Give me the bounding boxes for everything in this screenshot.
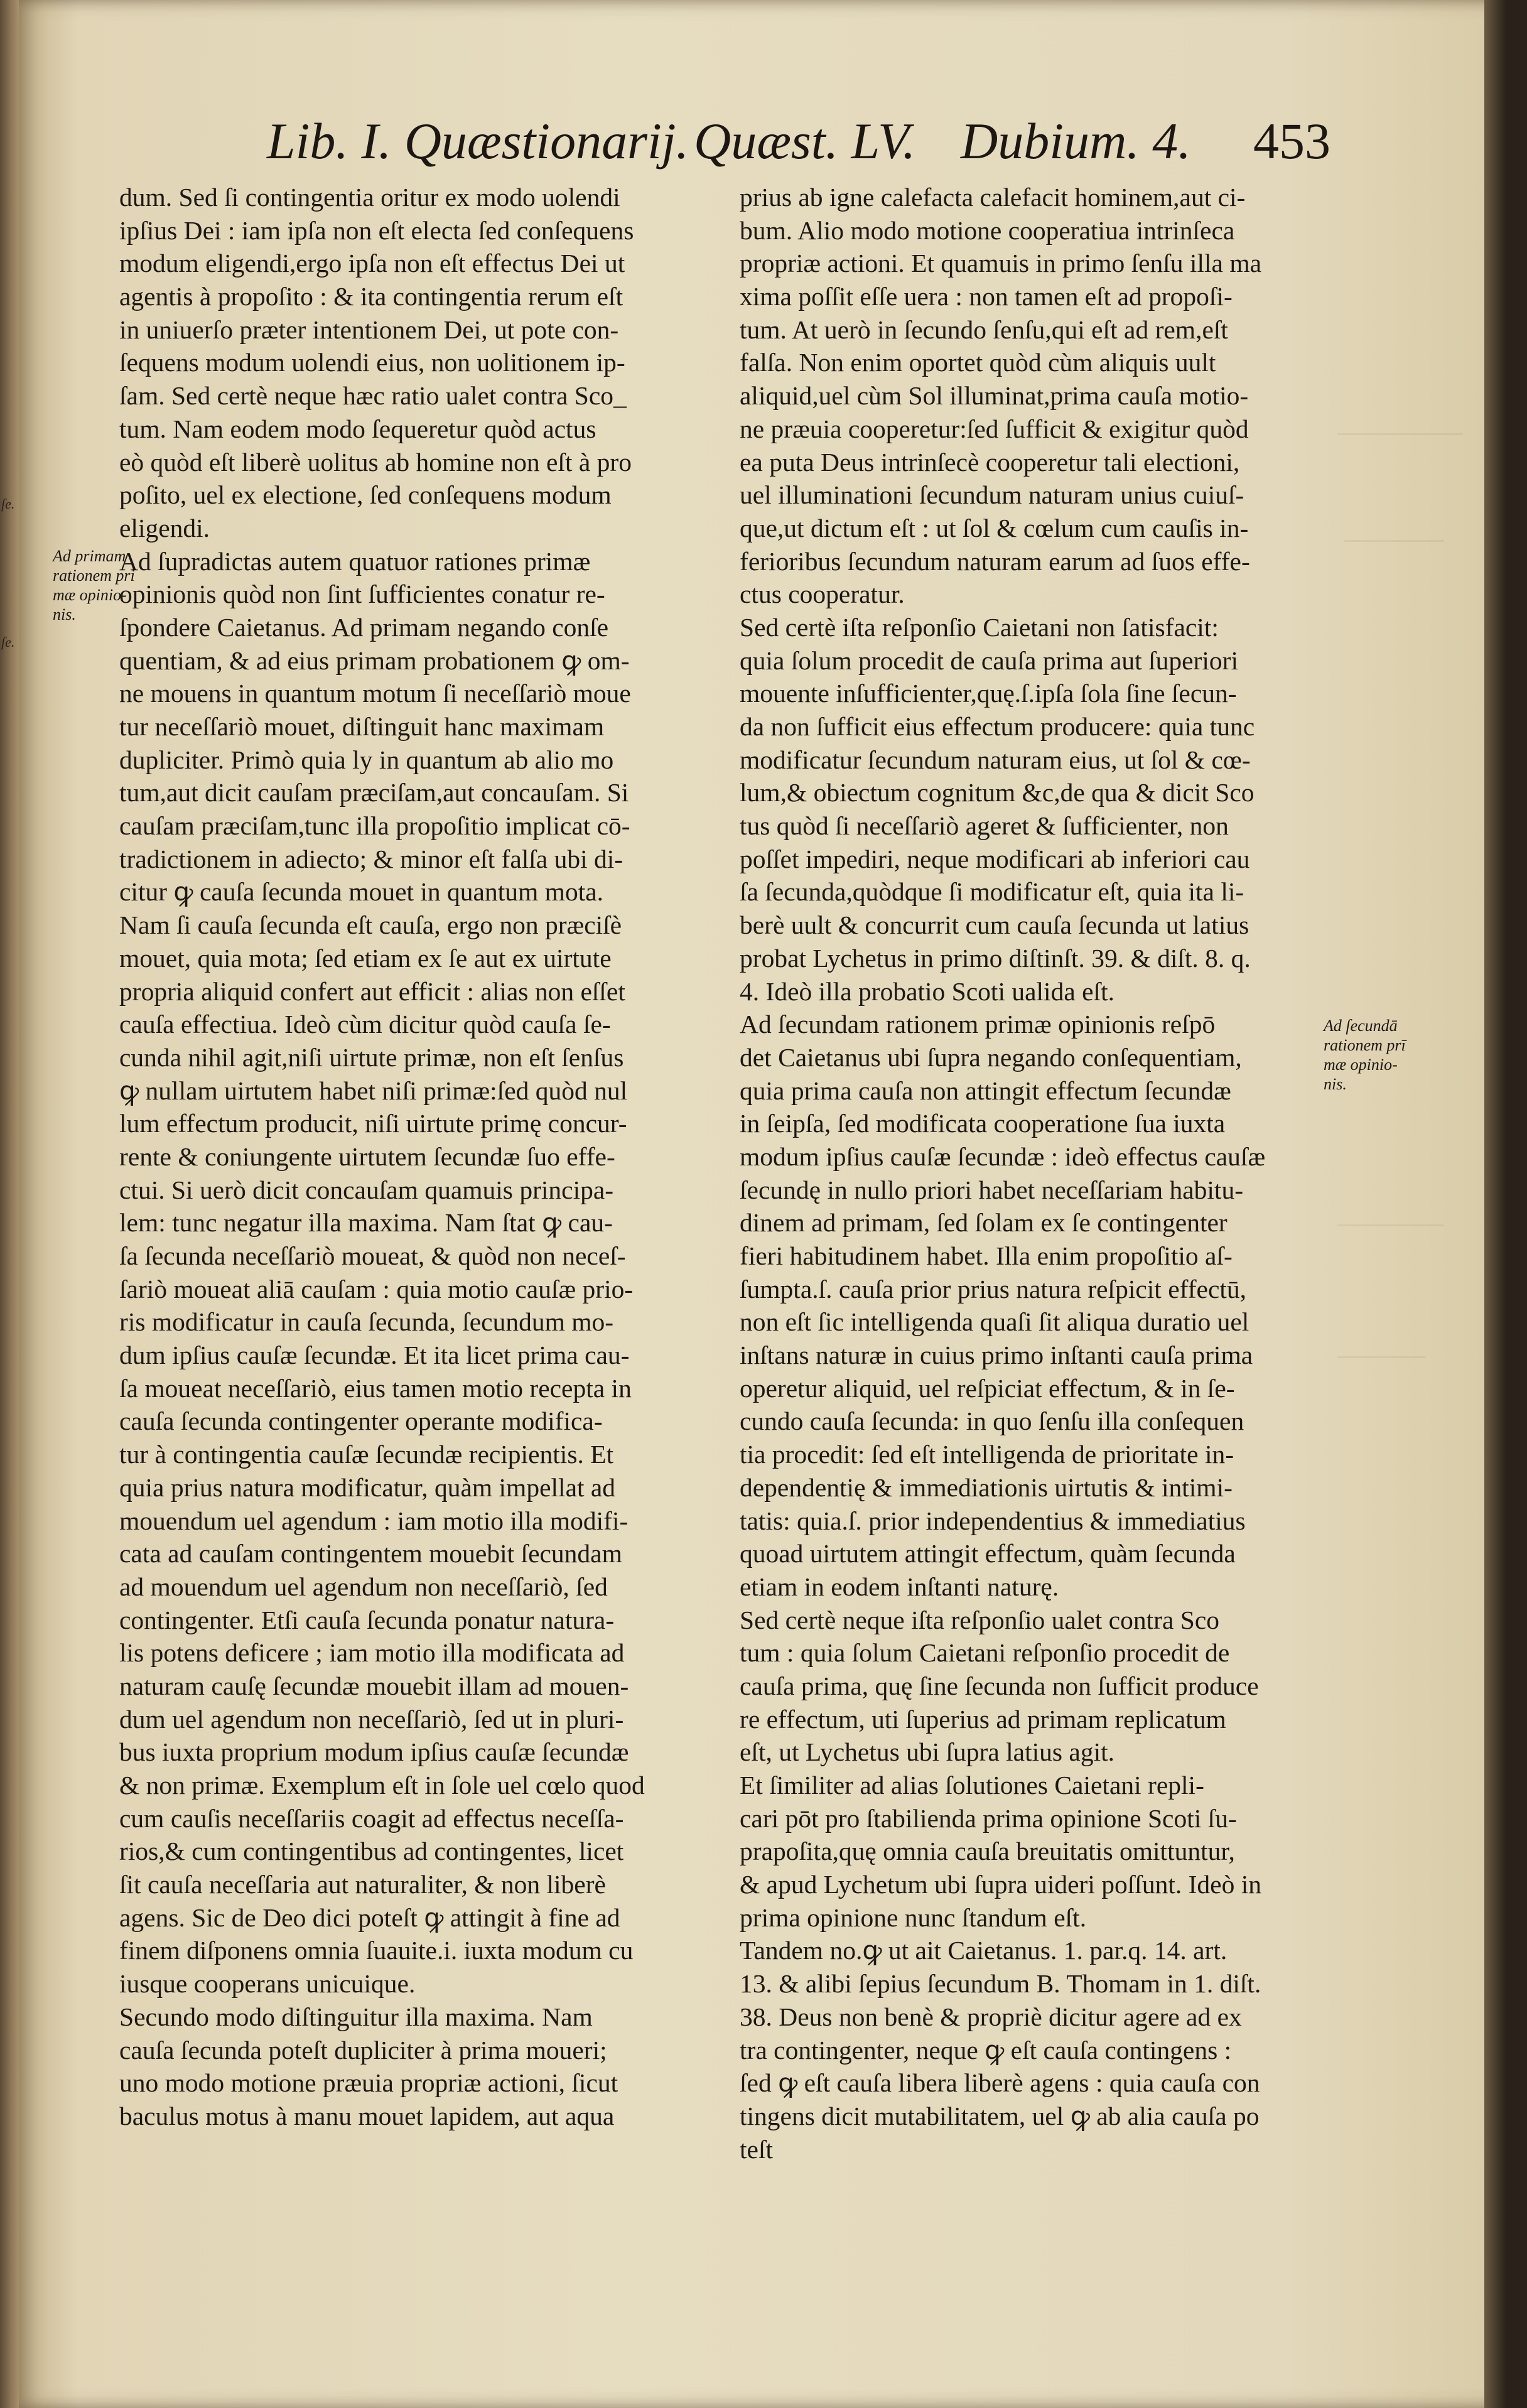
text-line: cunda nihil agit,niſi uirtute primæ, non eſt ſenſus (119, 1042, 624, 1072)
text-line: ipſius Dei : iam ipſa non eſt electa ſed conſequens (119, 215, 634, 245)
text-line: quia ſolum procedit de cauſa prima aut ſuperiori (740, 645, 1238, 675)
text-line: prapoſita,quę omnia cauſa breuitatis omittuntur, (740, 1837, 1235, 1866)
text-line: ſed ꝙ eſt cauſa libera liberè agens : quia cauſa con (740, 2068, 1260, 2098)
text-line: finem diſponens omnia ſuauite.i. iuxta modum cu (119, 1936, 634, 1965)
text-line: contingenter. Etſi cauſa ſecunda ponatur natura- (119, 1605, 615, 1634)
bleed-through-mark (1337, 389, 1463, 435)
text-line: ſa moueat neceſſariò, eius tamen motio recepta in (119, 1373, 632, 1403)
text-line: operetur aliquid, uel reſpiciat effectum, & in ſe- (740, 1373, 1235, 1403)
text-line: tra contingenter, neque ꝙ eſt cauſa contingens : (740, 2035, 1232, 2065)
text-line: agens. Sic de Deo dici poteſt ꝙ attingit à fine ad (119, 1903, 620, 1932)
text-line: lis potens deficere ; iam motio illa modificata ad (119, 1638, 625, 1668)
text-line: cauſa ſecunda poteſt dupliciter à prima moueri; (119, 2035, 607, 2065)
text-line: ſariò moueat aliā cauſam : quia motio cauſæ prio- (119, 1274, 634, 1304)
text-line: propria aliquid confert aut efficit : alias non eſſet (119, 976, 625, 1006)
text-line: prius ab igne calefacta calefacit hominem,aut ci- (740, 183, 1246, 212)
header-dubium-label: Dubium. 4. (961, 112, 1191, 170)
running-header (19, 113, 1506, 170)
text-line: lum effectum producit, niſi uirtute primę concur- (119, 1109, 627, 1138)
text-line: ſequens modum uolendi eius, non uolitionem ip- (119, 348, 625, 377)
text-line: cum cauſis neceſſariis coagit ad effectus neceſſa- (119, 1803, 624, 1833)
text-line: dum uel agendum non neceſſariò, ſed ut in pluri- (119, 1704, 624, 1734)
text-line: ne præuia cooperetur:ſed ſufficit & exigitur quòd (740, 414, 1249, 443)
text-line: teſt (740, 2134, 774, 2164)
text-line: quoad uirtutem attingit effectum, quàm ſecunda (740, 1539, 1236, 1568)
text-line: bum. Alio modo motione cooperatiua intrinſeca (740, 215, 1235, 245)
text-line: baculus motus à manu mouet lapidem, aut aqua (119, 2101, 615, 2130)
text-line: ſam. Sed certè neque hæc ratio ualet contra Sco_ (119, 381, 627, 411)
text-line: opinionis quòd non ſint ſufficientes conatur re- (119, 580, 605, 609)
text-line: Nam ſi cauſa ſecunda eſt cauſa, ergo non præciſè (119, 910, 622, 940)
text-line: ſa ſecunda,quòdque ſi modificatur eſt, quia ita li- (740, 877, 1244, 907)
text-line: mouente inſufficienter,quę.ſ.ipſa ſola ſine ſecun- (740, 679, 1237, 708)
text-line: propriæ actioni. Et quamuis in primo ſenſu illa ma (740, 249, 1262, 278)
text-line: rios,& cum contingentibus ad contingentes, licet (119, 1837, 624, 1866)
text-line: lem: tunc negatur illa maxima. Nam ſtat ꝙ cau- (119, 1208, 613, 1238)
text-line: tus quòd ſi neceſſariò ageret & ſufficienter, non (740, 811, 1229, 841)
text-line: dependentię & immediationis uirtutis & intimi- (740, 1472, 1233, 1502)
text-line: ad mouendum uel agendum non neceſſariò, ſed (119, 1572, 608, 1601)
text-line: tingens dicit mutabilitatem, uel ꝙ ab alia cauſa po (740, 2101, 1260, 2130)
text-line: Tandem no.ꝙ ut ait Caietanus. 1. par.q. 14. art. (740, 1936, 1228, 1965)
text-line: agentis à propoſito : & ita contingentia rerum eſt (119, 282, 623, 311)
text-line: cundo cauſa ſecunda: in quo ſenſu illa conſequen (740, 1406, 1244, 1436)
text-line: rente & coniungente uirtutem ſecundæ ſuo effe- (119, 1142, 615, 1171)
text-line: uel illuminationi ſecundum naturam unius cuiuſ- (740, 480, 1244, 510)
text-line: xima poſſit eſſe uera : non tamen eſt ad propoſi- (740, 282, 1233, 311)
text-line: ne mouens in quantum motum ſi neceſſariò moue (119, 679, 631, 708)
text-line: quia prius natura modificatur, quàm impellat ad (119, 1472, 616, 1502)
text-line: ſumpta.ſ. cauſa prior prius natura reſpicit effectū, (740, 1274, 1247, 1304)
text-line: eſt, ut Lychetus ubi ſupra latius agit. (740, 1737, 1115, 1767)
text-line: tia procedit: ſed eſt intelligenda de prioritate in- (740, 1440, 1234, 1469)
header-book-label: Lib. I. Quæstionarij. (267, 112, 689, 170)
text-line: modificatur ſecundum naturam eius, ut ſol & cœ- (740, 745, 1251, 774)
margin-note-line: mæ opinio- (53, 586, 127, 604)
text-line: aliquid,uel cùm Sol illuminat,prima cauſa motio- (740, 381, 1249, 411)
margin-note-line: nis. (53, 605, 76, 624)
text-line: non eſt ſic intelligenda quaſi ſit aliqua duratio uel (740, 1307, 1249, 1337)
text-line: cauſam præciſam,tunc illa propoſitio implicat cō- (119, 811, 630, 841)
text-line: citur ꝙ cauſa ſecunda mouet in quantum mota. (119, 877, 604, 907)
bleed-through-mark (1337, 1174, 1444, 1226)
text-line: & apud Lychetum ubi ſupra uideri poſſunt. Ideò in (740, 1870, 1261, 1899)
text-line: Sed certè iſta reſponſio Caietani non ſatisfacit: (740, 612, 1219, 642)
text-line: fieri habitudinem habet. Illa enim propoſitio aſ- (740, 1241, 1233, 1270)
text-line: eò quòd eſt liberè uolitus ab homine non eſt à pro (119, 447, 632, 477)
text-line: eligendi. (119, 513, 210, 543)
text-line: dum. Sed ſi contingentia oritur ex modo uolendi (119, 183, 620, 212)
text-line: ctui. Si uerò dicit concauſam quamuis principa- (119, 1175, 614, 1204)
text-line: ſecundę in nullo priori habet neceſſariam habitu- (740, 1175, 1244, 1204)
text-line: inſtans naturæ in cuius primo inſtanti cauſa prima (740, 1341, 1253, 1370)
text-line: cata ad cauſam contingentem mouebit ſecundam (119, 1539, 622, 1568)
text-line: cauſa prima, quę ſine ſecunda non ſufficit produce (740, 1671, 1259, 1700)
text-line: quentiam, & ad eius primam probationem ꝙ om- (119, 645, 630, 675)
text-line: dupliciter. Primò quia ly in quantum ab alio mo (119, 745, 614, 774)
text-line: poſito, uel ex electione, ſed conſequens modum (119, 480, 612, 510)
text-line: etiam in eodem inſtanti naturę. (740, 1572, 1059, 1601)
margin-note-left (53, 546, 135, 624)
text-line: Ad ſupradictas autem quatuor rationes primæ (119, 546, 591, 576)
text-line: que,ut dictum eſt : ut ſol & cœlum cum cauſis in- (740, 513, 1249, 543)
text-line: probat Lychetus in primo diſtinſt. 39. & diſt. 8. q. (740, 943, 1251, 973)
text-line: Et ſimiliter ad alias ſolutiones Caietani repli- (740, 1771, 1204, 1800)
text-line: ſit cauſa neceſſaria aut naturaliter, & non liberè (119, 1870, 606, 1899)
text-line: naturam cauſę ſecundæ mouebit illam ad mouen- (119, 1671, 629, 1700)
text-line: mouet, quia mota; ſed etiam ex ſe aut ex uirtute (119, 943, 612, 973)
text-line: ea puta Deus intrinſecè cooperetur tali electioni, (740, 447, 1240, 477)
text-line: cauſa effectiua. Ideò cùm dicitur quòd cauſa ſe- (119, 1010, 611, 1039)
previous-page-edge (0, 0, 19, 2408)
page-number: 453 (1253, 112, 1330, 170)
text-line: Secundo modo diſtinguitur illa maxima. Nam (119, 2002, 593, 2031)
text-line: Ad ſecundam rationem primæ opinionis reſpō (740, 1010, 1216, 1039)
text-line: ſpondere Caietanus. Ad primam negando conſe (119, 612, 609, 642)
text-line: tum. Nam eodem modo ſequeretur quòd actus (119, 414, 596, 443)
text-line: 4. Ideò illa probatio Scoti ualida eſt. (740, 976, 1114, 1006)
margin-note-line: mæ opinio- (1324, 1056, 1398, 1074)
text-line: tur à contingentia cauſæ ſecundæ recipientis. Et (119, 1440, 614, 1469)
text-line: re effectum, uti ſuperius ad primam replicatum (740, 1704, 1226, 1734)
text-line: ctus cooperatur. (740, 580, 905, 609)
text-line: uno modo motione præuia propriæ actioni, ſicut (119, 2068, 618, 2098)
text-line: prima opinione nunc ſtandum eſt. (740, 1903, 1087, 1932)
text-line: Sed certè neque iſta reſponſio ualet contra Sco (740, 1605, 1220, 1634)
previous-page-fragment: ſe. (1, 496, 15, 512)
margin-note-line: nis. (1324, 1075, 1347, 1093)
right-text-column (740, 181, 1336, 2166)
text-line: poſſet impediri, neque modificari ab inferiori cau (740, 844, 1250, 873)
margin-note-line: Ad ſecundā (1324, 1017, 1398, 1035)
text-line: tatis: quia.ſ. prior independentius & immediatius (740, 1506, 1246, 1535)
text-line: ꝙ nullam uirtutem habet niſi primæ:ſed quòd nul (119, 1076, 628, 1105)
text-line: tum,aut dicit cauſam præciſam,aut concauſam. Si (119, 778, 629, 807)
text-line: tum. At uerò in ſecundo ſenſu,qui eſt ad rem,eſt (740, 315, 1228, 344)
margin-note-line: rationem prī (1324, 1036, 1406, 1054)
text-line: tur neceſſariò mouet, diſtinguit hanc maximam (119, 712, 605, 741)
text-line: tradictionem in adiecto; & minor eſt falſa ubi di- (119, 844, 623, 873)
text-line: dum ipſius cauſæ ſecundæ. Et ita licet prima cau- (119, 1341, 630, 1370)
text-line: cauſa ſecunda contingenter operante modifica- (119, 1406, 603, 1436)
text-line: det Caietanus ubi ſupra negando conſequentiam, (740, 1042, 1242, 1072)
text-line: da non ſufficit eius effectum producere: quia tunc (740, 712, 1255, 741)
text-line: quia prima cauſa non attingit effectum ſecundæ (740, 1076, 1231, 1105)
header-question-label: Quæst. LV. (694, 112, 916, 170)
text-line: dinem ad primam, ſed ſolam ex ſe contingenter (740, 1208, 1228, 1238)
text-line: 38. Deus non benè & propriè dicitur agere ad ex (740, 2002, 1242, 2031)
bleed-through-mark (1344, 515, 1444, 542)
margin-note-right (1324, 1016, 1406, 1094)
margin-note-line: Ad primam (53, 547, 126, 565)
text-line: modum eligendi,ergo ipſa non eſt effectus Dei ut (119, 249, 625, 278)
book-page (19, 0, 1506, 2408)
text-line: & non primæ. Exemplum eſt in ſole uel cœlo quod (119, 1771, 645, 1800)
page-edge-shadow (1484, 0, 1506, 2408)
text-line: iusque cooperans unicuique. (119, 1969, 416, 1999)
text-line: in ſeipſa, ſed modificata cooperatione ſua iuxta (740, 1109, 1226, 1138)
text-line: 13. & alibi ſepius ſecundum B. Thomam in 1. diſt. (740, 1969, 1261, 1999)
text-line: ris modificatur in cauſa ſecunda, ſecundum mo- (119, 1307, 614, 1337)
previous-page-fragment: ſe. (1, 634, 15, 650)
text-line: lum,& obiectum cognitum &c,de qua & dicit Sco (740, 778, 1255, 807)
text-line: falſa. Non enim oportet quòd cùm aliquis uult (740, 348, 1216, 377)
text-line: in uniuerſo præter intentionem Dei, ut pote con- (119, 315, 619, 344)
margin-note-line: rationem pri (53, 566, 135, 585)
text-line: ferioribus ſecundum naturam earum ad ſuos effe- (740, 546, 1250, 576)
left-text-column (119, 181, 703, 2133)
bleed-through-mark (1337, 1331, 1425, 1358)
text-line: ſa ſecunda neceſſariò moueat, & quòd non neceſ- (119, 1241, 626, 1270)
text-line: cari pōt pro ſtabilienda prima opinione Scoti ſu- (740, 1803, 1237, 1833)
text-line: bus iuxta proprium modum ipſius cauſæ ſecundæ (119, 1737, 629, 1767)
text-line: berè uult & concurrit cum cauſa ſecunda ut latius (740, 910, 1249, 940)
text-line: modum ipſius cauſæ ſecundæ : ideò effectus cauſæ (740, 1142, 1266, 1171)
text-line: tum : quia ſolum Caietani reſponſio procedit de (740, 1638, 1230, 1668)
text-line: mouendum uel agendum : iam motio illa modifi- (119, 1506, 629, 1535)
